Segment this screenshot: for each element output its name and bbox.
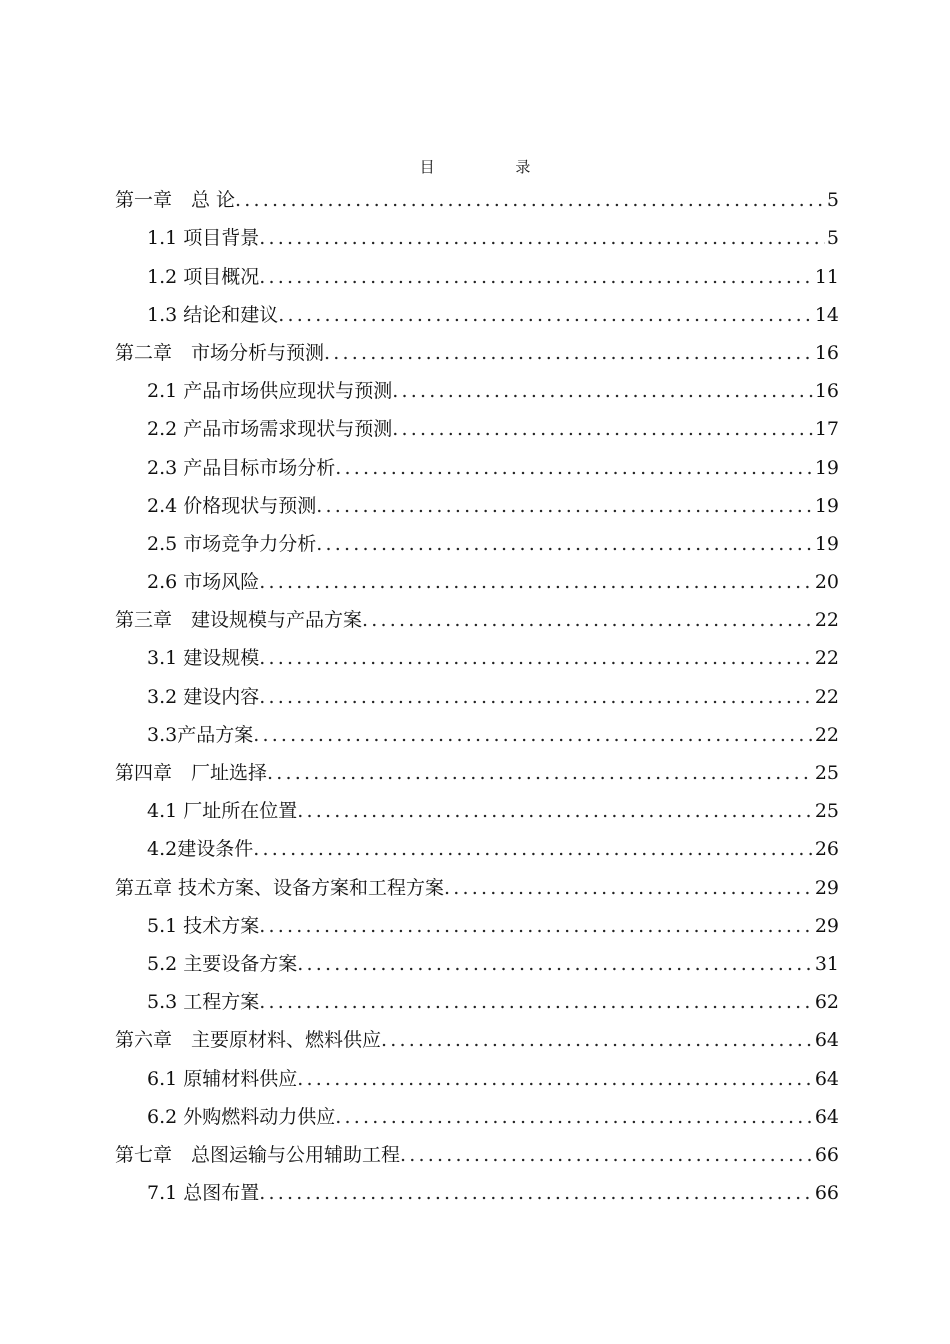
toc-page-number: 20 <box>814 571 839 594</box>
toc-entry-label: 第七章 总图运输与公用辅助工程 <box>115 1143 401 1166</box>
toc-entry-label: 1.2 项目概况 <box>147 265 260 288</box>
toc-section-entry[interactable] <box>115 639 839 677</box>
toc-dot-leader <box>259 639 813 677</box>
toc-page-number: 19 <box>814 532 839 555</box>
toc-chapter-entry[interactable] <box>115 181 839 219</box>
toc-entry-label: 第六章 主要原材料、燃料供应 <box>115 1029 382 1052</box>
toc-section-entry[interactable] <box>115 830 839 868</box>
toc-entry-label: 2.2 产品市场需求现状与预测 <box>147 418 393 441</box>
toc-entry-label: 5.2 主要设备方案 <box>147 952 298 975</box>
toc-section-entry[interactable] <box>115 907 839 945</box>
toc-page-number: 19 <box>814 494 839 517</box>
toc-page-number: 17 <box>814 418 839 441</box>
toc-chapter-entry[interactable] <box>115 1021 839 1059</box>
toc-section-entry[interactable] <box>115 410 839 448</box>
toc-section-entry[interactable] <box>115 945 839 983</box>
toc-page-number: 22 <box>814 609 839 632</box>
toc-entry-label: 1.3 结论和建议 <box>147 303 279 326</box>
toc-entry-label: 3.3产品方案 <box>147 723 254 746</box>
toc-page-number: 29 <box>814 876 839 899</box>
toc-entry-label: 6.1 原辅材料供应 <box>147 1067 298 1090</box>
toc-page-number: 66 <box>814 1143 839 1166</box>
toc-page-number: 64 <box>814 1105 839 1128</box>
toc-entry-label: 2.4 价格现状与预测 <box>147 494 317 517</box>
toc-dot-leader <box>297 945 813 983</box>
toc-dot-leader <box>297 1060 813 1098</box>
toc-entry-label: 5.1 技术方案 <box>147 914 260 937</box>
toc-dot-leader <box>267 754 813 792</box>
toc-chapter-entry[interactable] <box>115 334 839 372</box>
toc-page-number: 11 <box>814 265 839 288</box>
toc-page-number: 22 <box>814 685 839 708</box>
toc-entry-label: 第三章 建设规模与产品方案 <box>115 609 363 632</box>
toc-page-number: 16 <box>814 341 839 364</box>
toc-page-number: 19 <box>814 456 839 479</box>
toc-entry-label: 2.1 产品市场供应现状与预测 <box>147 380 393 403</box>
toc-list <box>115 181 839 1212</box>
toc-page-number: 66 <box>814 1182 839 1205</box>
toc-dot-leader <box>362 601 813 639</box>
toc-section-entry[interactable] <box>115 1098 839 1136</box>
toc-chapter-entry[interactable] <box>115 1136 839 1174</box>
toc-dot-leader <box>253 716 813 754</box>
toc-section-entry[interactable] <box>115 563 839 601</box>
toc-page-number: 22 <box>814 647 839 670</box>
toc-page-number: 26 <box>814 838 839 861</box>
toc-dot-leader <box>335 1098 813 1136</box>
toc-entry-label: 2.3 产品目标市场分析 <box>147 456 336 479</box>
toc-entry-label: 第一章 总 论 <box>115 189 236 212</box>
toc-section-entry[interactable] <box>115 487 839 525</box>
toc-chapter-entry[interactable] <box>115 601 839 639</box>
toc-dot-leader <box>392 372 813 410</box>
toc-dot-leader <box>392 410 813 448</box>
toc-dot-leader <box>259 563 813 601</box>
toc-section-entry[interactable] <box>115 448 839 486</box>
toc-entry-label: 5.3 工程方案 <box>147 991 260 1014</box>
toc-section-entry[interactable] <box>115 716 839 754</box>
toc-dot-leader <box>400 1136 813 1174</box>
toc-entry-label: 6.2 外购燃料动力供应 <box>147 1105 336 1128</box>
toc-page-number: 62 <box>814 991 839 1014</box>
toc-entry-label: 第二章 市场分析与预测 <box>115 341 325 364</box>
toc-section-entry[interactable] <box>115 296 839 334</box>
toc-page-number: 64 <box>814 1029 839 1052</box>
toc-page-number: 5 <box>826 227 839 250</box>
toc-dot-leader <box>381 1021 813 1059</box>
toc-dot-leader <box>259 983 813 1021</box>
toc-dot-leader <box>253 830 813 868</box>
toc-entry-label: 3.1 建设规模 <box>147 647 260 670</box>
toc-section-entry[interactable] <box>115 257 839 295</box>
toc-title: 目 录 <box>419 158 569 176</box>
toc-entry-label: 7.1 总图布置 <box>147 1182 260 1205</box>
toc-dot-leader <box>335 449 813 487</box>
toc-dot-leader <box>259 219 825 257</box>
toc-dot-leader <box>278 296 813 334</box>
toc-entry-label: 3.2 建设内容 <box>147 685 260 708</box>
toc-entry-label: 第五章 技术方案、设备方案和工程方案 <box>115 876 445 899</box>
toc-page-number: 16 <box>814 380 839 403</box>
toc-section-entry[interactable] <box>115 219 839 257</box>
toc-dot-leader <box>235 181 825 219</box>
toc-page-number: 29 <box>814 914 839 937</box>
toc-entry-label: 2.5 市场竞争力分析 <box>147 532 317 555</box>
toc-dot-leader <box>259 1174 813 1212</box>
toc-dot-leader <box>444 869 813 907</box>
toc-dot-leader <box>324 334 813 372</box>
toc-page-number: 31 <box>814 952 839 975</box>
toc-dot-leader <box>297 792 813 830</box>
toc-section-entry[interactable] <box>115 1059 839 1097</box>
toc-chapter-entry[interactable] <box>115 754 839 792</box>
toc-page-number: 5 <box>826 189 839 212</box>
toc-page-number: 25 <box>814 800 839 823</box>
toc-section-entry[interactable] <box>115 1174 839 1212</box>
toc-section-entry[interactable] <box>115 983 839 1021</box>
toc-section-entry[interactable] <box>115 792 839 830</box>
toc-dot-leader <box>259 907 813 945</box>
toc-page-number: 25 <box>814 762 839 784</box>
toc-entry-label: 4.2建设条件 <box>147 838 254 861</box>
toc-entry-label: 4.1 厂址所在位置 <box>147 800 298 823</box>
toc-entry-label: 1.1 项目背景 <box>147 227 260 250</box>
toc-page-number: 64 <box>814 1067 839 1090</box>
toc-entry-label: 第四章 厂址选择 <box>115 762 268 784</box>
toc-dot-leader <box>259 258 813 296</box>
toc-entry-label: 2.6 市场风险 <box>147 571 260 594</box>
toc-dot-leader <box>316 525 813 563</box>
toc-section-entry[interactable] <box>115 372 839 410</box>
toc-dot-leader <box>259 678 813 716</box>
toc-dot-leader <box>316 487 813 525</box>
toc-page-number: 14 <box>814 303 839 326</box>
toc-section-entry[interactable] <box>115 677 839 715</box>
toc-section-entry[interactable] <box>115 525 839 563</box>
toc-chapter-entry[interactable] <box>115 868 839 906</box>
toc-page-number: 22 <box>814 723 839 746</box>
